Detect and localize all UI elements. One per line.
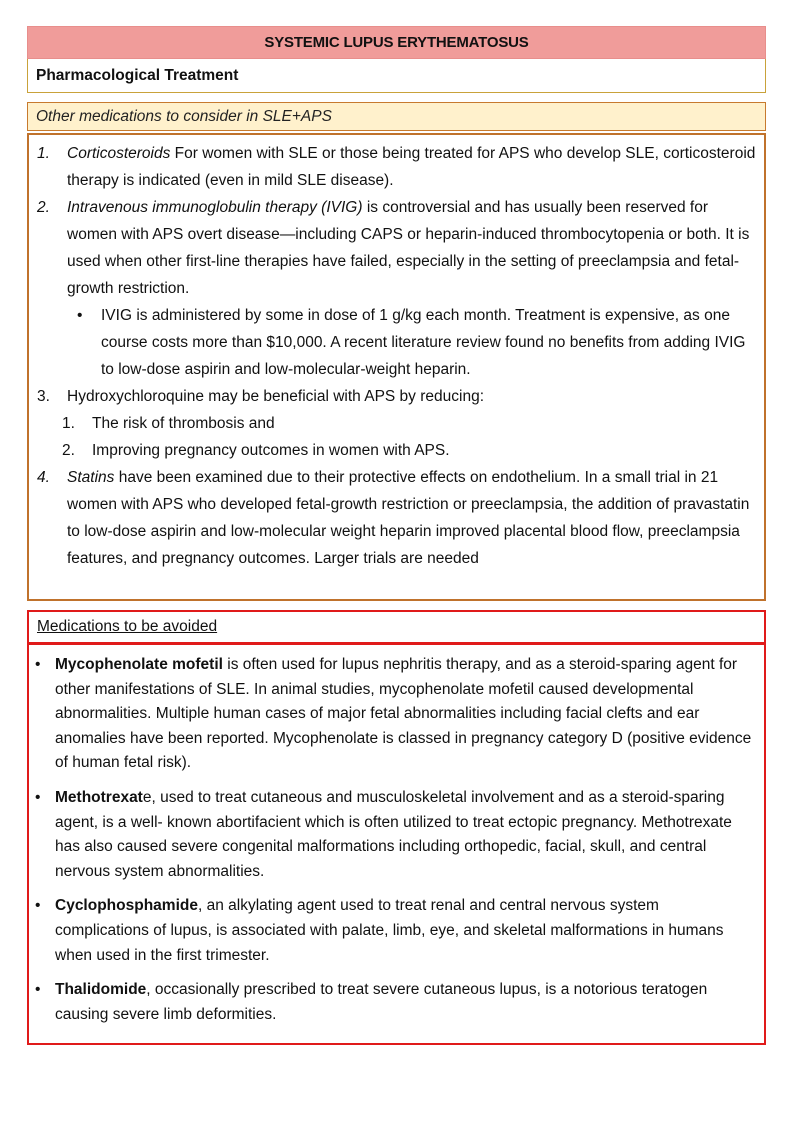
other-meds-box xyxy=(27,133,766,601)
item-text: is controversial and has usually been reserved for women with APS overt disease—including CAPS or heparin-induced thrombocytopenia or both. It is used when other first-line therapies have failed, especially in the setting of preeclampsia and fetal-growth restriction. xyxy=(67,199,750,297)
sub-bullet-text: IVIG is administered by some in dose of 1 g/kg each month. Treatment is expensive, as one course costs more than $10,000. A recent literature review found no benefits from adding IVIG to low-dose aspirin and low-molecular-weight heparin. xyxy=(101,307,746,378)
sub-list-item xyxy=(62,410,756,437)
item-text: e, used to treat cutaneous and musculoskeletal involvement and as a steroid-sparing agent, is a well- known abortifacient which is often utilized to treat ectopic pregnancy. Methotrexate has also caused severe congenital malformations including orthopedic, facial, skull, and central nervous system abnormalities. xyxy=(55,788,732,880)
sub-list-item xyxy=(62,437,756,464)
bullet-icon: • xyxy=(77,307,83,324)
bullet-icon: • xyxy=(35,981,41,999)
item-text: , an alkylating agent used to treat renal and central nervous system complications of lupus, is associated with palate, limb, eye, and skeletal malformations in humans when used in the first trimester. xyxy=(55,897,724,964)
list-item xyxy=(37,194,756,302)
list-item xyxy=(37,464,756,572)
document-page xyxy=(27,26,766,1023)
list-number: 2. xyxy=(37,199,50,216)
list-item xyxy=(35,786,754,884)
drug-name: Thalidomide xyxy=(55,981,147,999)
section-title: Pharmacological Treatment xyxy=(27,59,766,93)
item-text: is often used for lupus nephritis therapy, and as a steroid-sparing agent for other manifestations of SLE. In animal studies, mycophenolate mofetil caused developmental abnormalities. Multiple human cases of major fetal abnormalities including facial clefts and ear anomalies have been reported. Mycophenolate is classed in pregnancy category D (positive evidence of human fetal risk). xyxy=(55,656,752,772)
list-item xyxy=(35,978,754,1027)
avoid-meds-heading: Medications to be avoided xyxy=(29,612,764,645)
bullet-icon: • xyxy=(35,656,41,673)
drug-name: Cyclophosphamide xyxy=(55,897,198,915)
drug-name: Methotrexat xyxy=(55,788,143,806)
drug-name: Statins xyxy=(67,469,115,486)
drug-name: Mycophenolate mofetil xyxy=(55,656,223,673)
sub-list-text: The risk of thrombosis and xyxy=(92,415,275,432)
drug-name: Corticosteroids xyxy=(67,145,171,162)
list-item xyxy=(37,383,756,410)
other-meds-heading: Other medications to consider in SLE+APS xyxy=(27,102,766,131)
drug-name: Intravenous immunoglobulin therapy (IVIG) xyxy=(67,199,363,216)
item-text: For women with SLE or those being treated for APS who develop SLE, corticosteroid therapy is indicated (even in mild SLE disease). xyxy=(67,145,756,189)
avoid-meds-box xyxy=(27,610,766,1045)
item-text: Hydroxychloroquine may be beneficial with APS by reducing: xyxy=(67,388,485,405)
sub-bullet-item xyxy=(75,302,756,383)
bullet-icon: • xyxy=(35,897,41,915)
page-title: SYSTEMIC LUPUS ERYTHEMATOSUS xyxy=(27,26,766,59)
list-item xyxy=(35,894,754,968)
bullet-icon: • xyxy=(35,788,41,806)
list-number: 3. xyxy=(37,388,50,405)
sub-list-number: 2. xyxy=(62,442,75,459)
list-number: 1. xyxy=(37,145,50,162)
list-number: 4. xyxy=(37,469,50,486)
list-item xyxy=(35,653,754,776)
item-text: have been examined due to their protective effects on endothelium. In a small trial in 21 women with APS who developed fetal-growth restriction or preeclampsia, the addition of pravastatin to low-dose aspirin and low-molecular weight heparin improved placental blood flow, preeclampsia features, and pregnancy outcomes. Larger trials are needed xyxy=(67,469,750,567)
sub-list-number: 1. xyxy=(62,415,75,432)
list-item xyxy=(37,140,756,194)
item-text: , occasionally prescribed to treat severe cutaneous lupus, is a notorious teratogen causing severe limb deformities. xyxy=(55,981,708,1023)
sub-list-text: Improving pregnancy outcomes in women with APS. xyxy=(92,442,450,459)
